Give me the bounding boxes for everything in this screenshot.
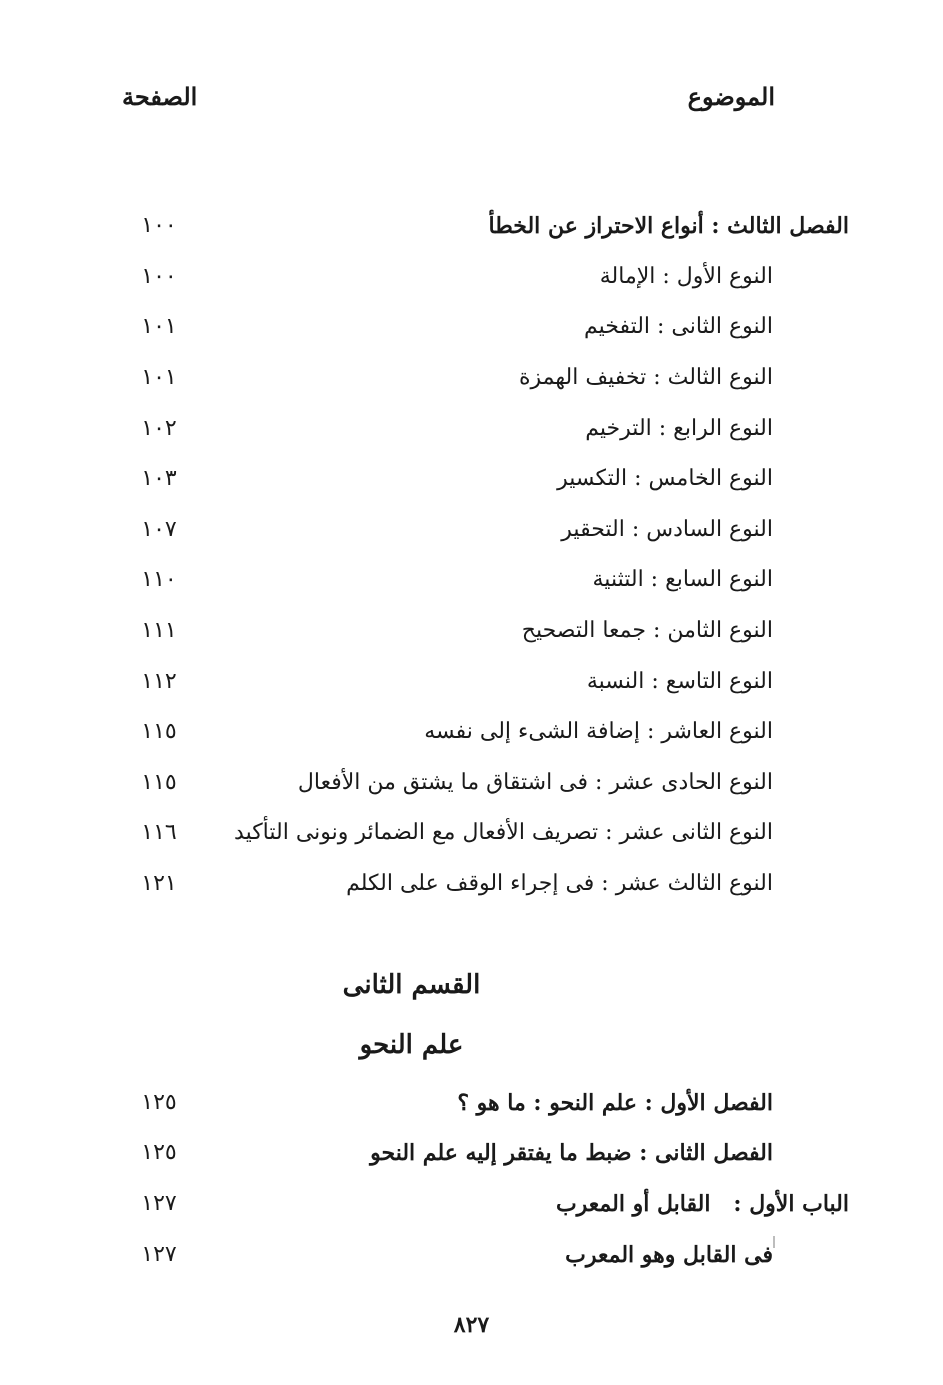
toc-row <box>0 510 943 550</box>
page-column-header: الصفحة <box>122 82 198 111</box>
toc-entry-page: ١٢١ <box>141 871 177 896</box>
toc-entry-page: ١٠٣ <box>141 466 177 491</box>
toc-entry-title: النوع الثانى : التفخيم <box>583 314 773 339</box>
toc-row <box>0 358 943 398</box>
toc-entry-title: النوع السادس : التحقير <box>561 517 773 542</box>
toc-entry-page: ١٢٧ <box>141 1242 177 1267</box>
toc-entry-page: ١٠٠ <box>141 264 177 289</box>
toc-entry-title: النوع الحادى عشر : فى اشتقاق ما يشتق من الأفعال <box>297 770 773 795</box>
page-number: ٨٢٧ <box>453 1312 490 1338</box>
topic-column-header: الموضوع <box>687 82 775 111</box>
toc-entry-title: النوع السابع : التثنية <box>592 567 773 592</box>
toc-row <box>0 662 943 702</box>
toc-chapter-row <box>0 1235 943 1275</box>
subject-heading: علم النحو <box>359 1030 464 1060</box>
toc-row <box>0 763 943 803</box>
toc-entry-page: ١٠١ <box>141 314 177 339</box>
toc-entry-page: ١١١ <box>141 618 177 643</box>
toc-entry-page: ١٢٥ <box>141 1140 177 1165</box>
toc-part-row <box>0 1184 943 1224</box>
toc-chapter-row <box>0 1133 943 1173</box>
toc-row <box>0 813 943 853</box>
toc-entry-page: ١١٥ <box>141 770 177 795</box>
toc-entry-title: النوع الأول : الإمالة <box>599 264 773 289</box>
toc-entry-page: ١١٦ <box>141 820 177 845</box>
toc-row <box>0 864 943 904</box>
toc-entry-page: ١٢٥ <box>141 1090 177 1115</box>
toc-entry-title: النوع الثانى عشر : تصريف الأفعال مع الضمائر ونونى التأكيد <box>234 820 773 845</box>
toc-entry-title: الفصل الثانى : ضبط ما يفتقر إليه علم النحو <box>370 1140 773 1166</box>
toc-entry-page: ١٠٧ <box>141 517 177 542</box>
toc-row <box>0 712 943 752</box>
toc-entry-title: الفصل الأول : علم النحو : ما هو ؟ <box>457 1090 773 1116</box>
toc-entry-page: ١٠٠ <box>141 213 177 238</box>
toc-entry-page: ١٢٧ <box>141 1191 177 1216</box>
toc-entry-title: النوع الثالث : تخفيف الهمزة <box>519 365 773 390</box>
toc-entry-page: ١١٥ <box>141 719 177 744</box>
toc-row <box>0 560 943 600</box>
toc-chapter-row <box>0 1083 943 1123</box>
toc-entry-page: ١٠١ <box>141 365 177 390</box>
toc-row <box>0 257 943 297</box>
toc-entry-title: النوع الخامس : التكسير <box>557 466 773 491</box>
toc-entry-page: ١١٢ <box>141 669 177 694</box>
toc-entry-title: الباب الأول : القابل أو المعرب <box>555 1191 849 1217</box>
toc-entry-title: النوع العاشر : إضافة الشىء إلى نفسه <box>424 719 773 744</box>
toc-row <box>0 459 943 499</box>
toc-entry-title: الفصل الثالث : أنواع الاحتراز عن الخطأ <box>488 213 849 239</box>
toc-row <box>0 611 943 651</box>
toc-entry-title: النوع الثالث عشر : فى إجراء الوقف على الكلم <box>346 871 773 896</box>
scan-mark <box>773 1236 775 1248</box>
part-heading: القسم الثانى <box>342 970 481 1000</box>
toc-row <box>0 307 943 347</box>
toc-entry-title: النوع التاسع : النسبة <box>586 669 773 694</box>
toc-chapter-row <box>0 206 943 246</box>
toc-entry-title: النوع الثامن : جمعا التصحيح <box>521 618 773 643</box>
toc-row <box>0 409 943 449</box>
toc-entry-title: النوع الرابع : الترخيم <box>585 416 773 441</box>
toc-entry-page: ١١٠ <box>141 567 177 592</box>
toc-entry-title: فى القابل وهو المعرب <box>565 1242 773 1268</box>
toc-entry-page: ١٠٢ <box>141 416 177 441</box>
